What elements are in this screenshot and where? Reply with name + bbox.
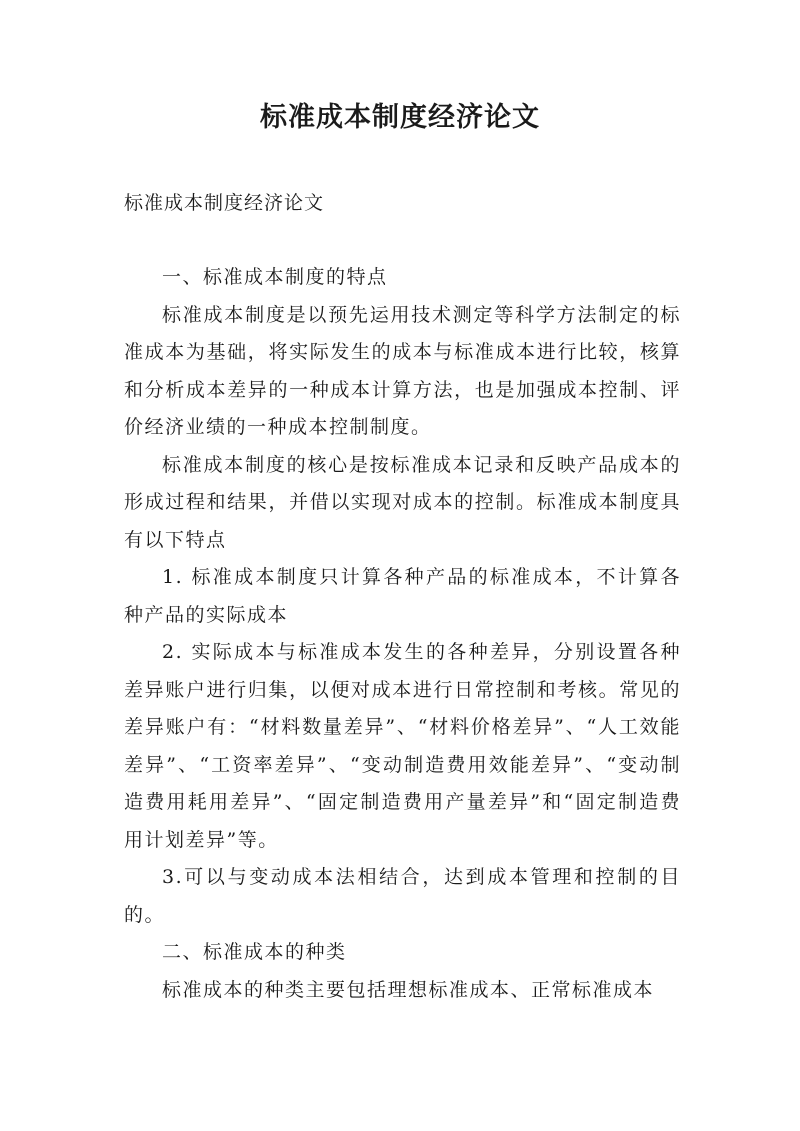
paragraph: 标准成本制度的核心是按标准成本记录和反映产品成本的形成过程和结果，并借以实现对成本的控制。标准成本制度具有以下特点 <box>124 453 681 551</box>
section-heading-2: 二、标准成本的种类 <box>162 941 347 963</box>
list-item: 3.可以与变动成本法相结合，达到成本管理和控制的目的。 <box>124 866 681 926</box>
document-title: 标准成本制度经济论文 <box>260 102 540 133</box>
section-heading-1: 一、标准成本制度的特点 <box>162 266 388 288</box>
list-item: 1. 标准成本制度只计算各种产品的标准成本，不计算各种产品的实际成本 <box>124 566 681 626</box>
paragraph: 标准成本的种类主要包括理想标准成本、正常标准成本 <box>162 978 655 1001</box>
document-subtitle: 标准成本制度经济论文 <box>124 192 325 214</box>
list-item: 2. 实际成本与标准成本发生的各种差异，分别设置各种差异账户进行归集，以便对成本进行日常控制和考核。常见的差异账户有：“材料数量差异”、“材料价格差异”、“人工效能差异”、“工资率差异”、“变动制造费用效能差异”、“变动制造费用耗用差异”、“固定制造费用产量差异”和“固定制造费用计划差异”等。 <box>124 641 681 851</box>
paragraph: 标准成本制度是以预先运用技术测定等科学方法制定的标准成本为基础，将实际发生的成本与标准成本进行比较，核算和分析成本差异的一种成本计算方法，也是加强成本控制、评价经济业绩的一种成本控制制度。 <box>124 303 681 438</box>
document-body <box>124 259 681 1009</box>
